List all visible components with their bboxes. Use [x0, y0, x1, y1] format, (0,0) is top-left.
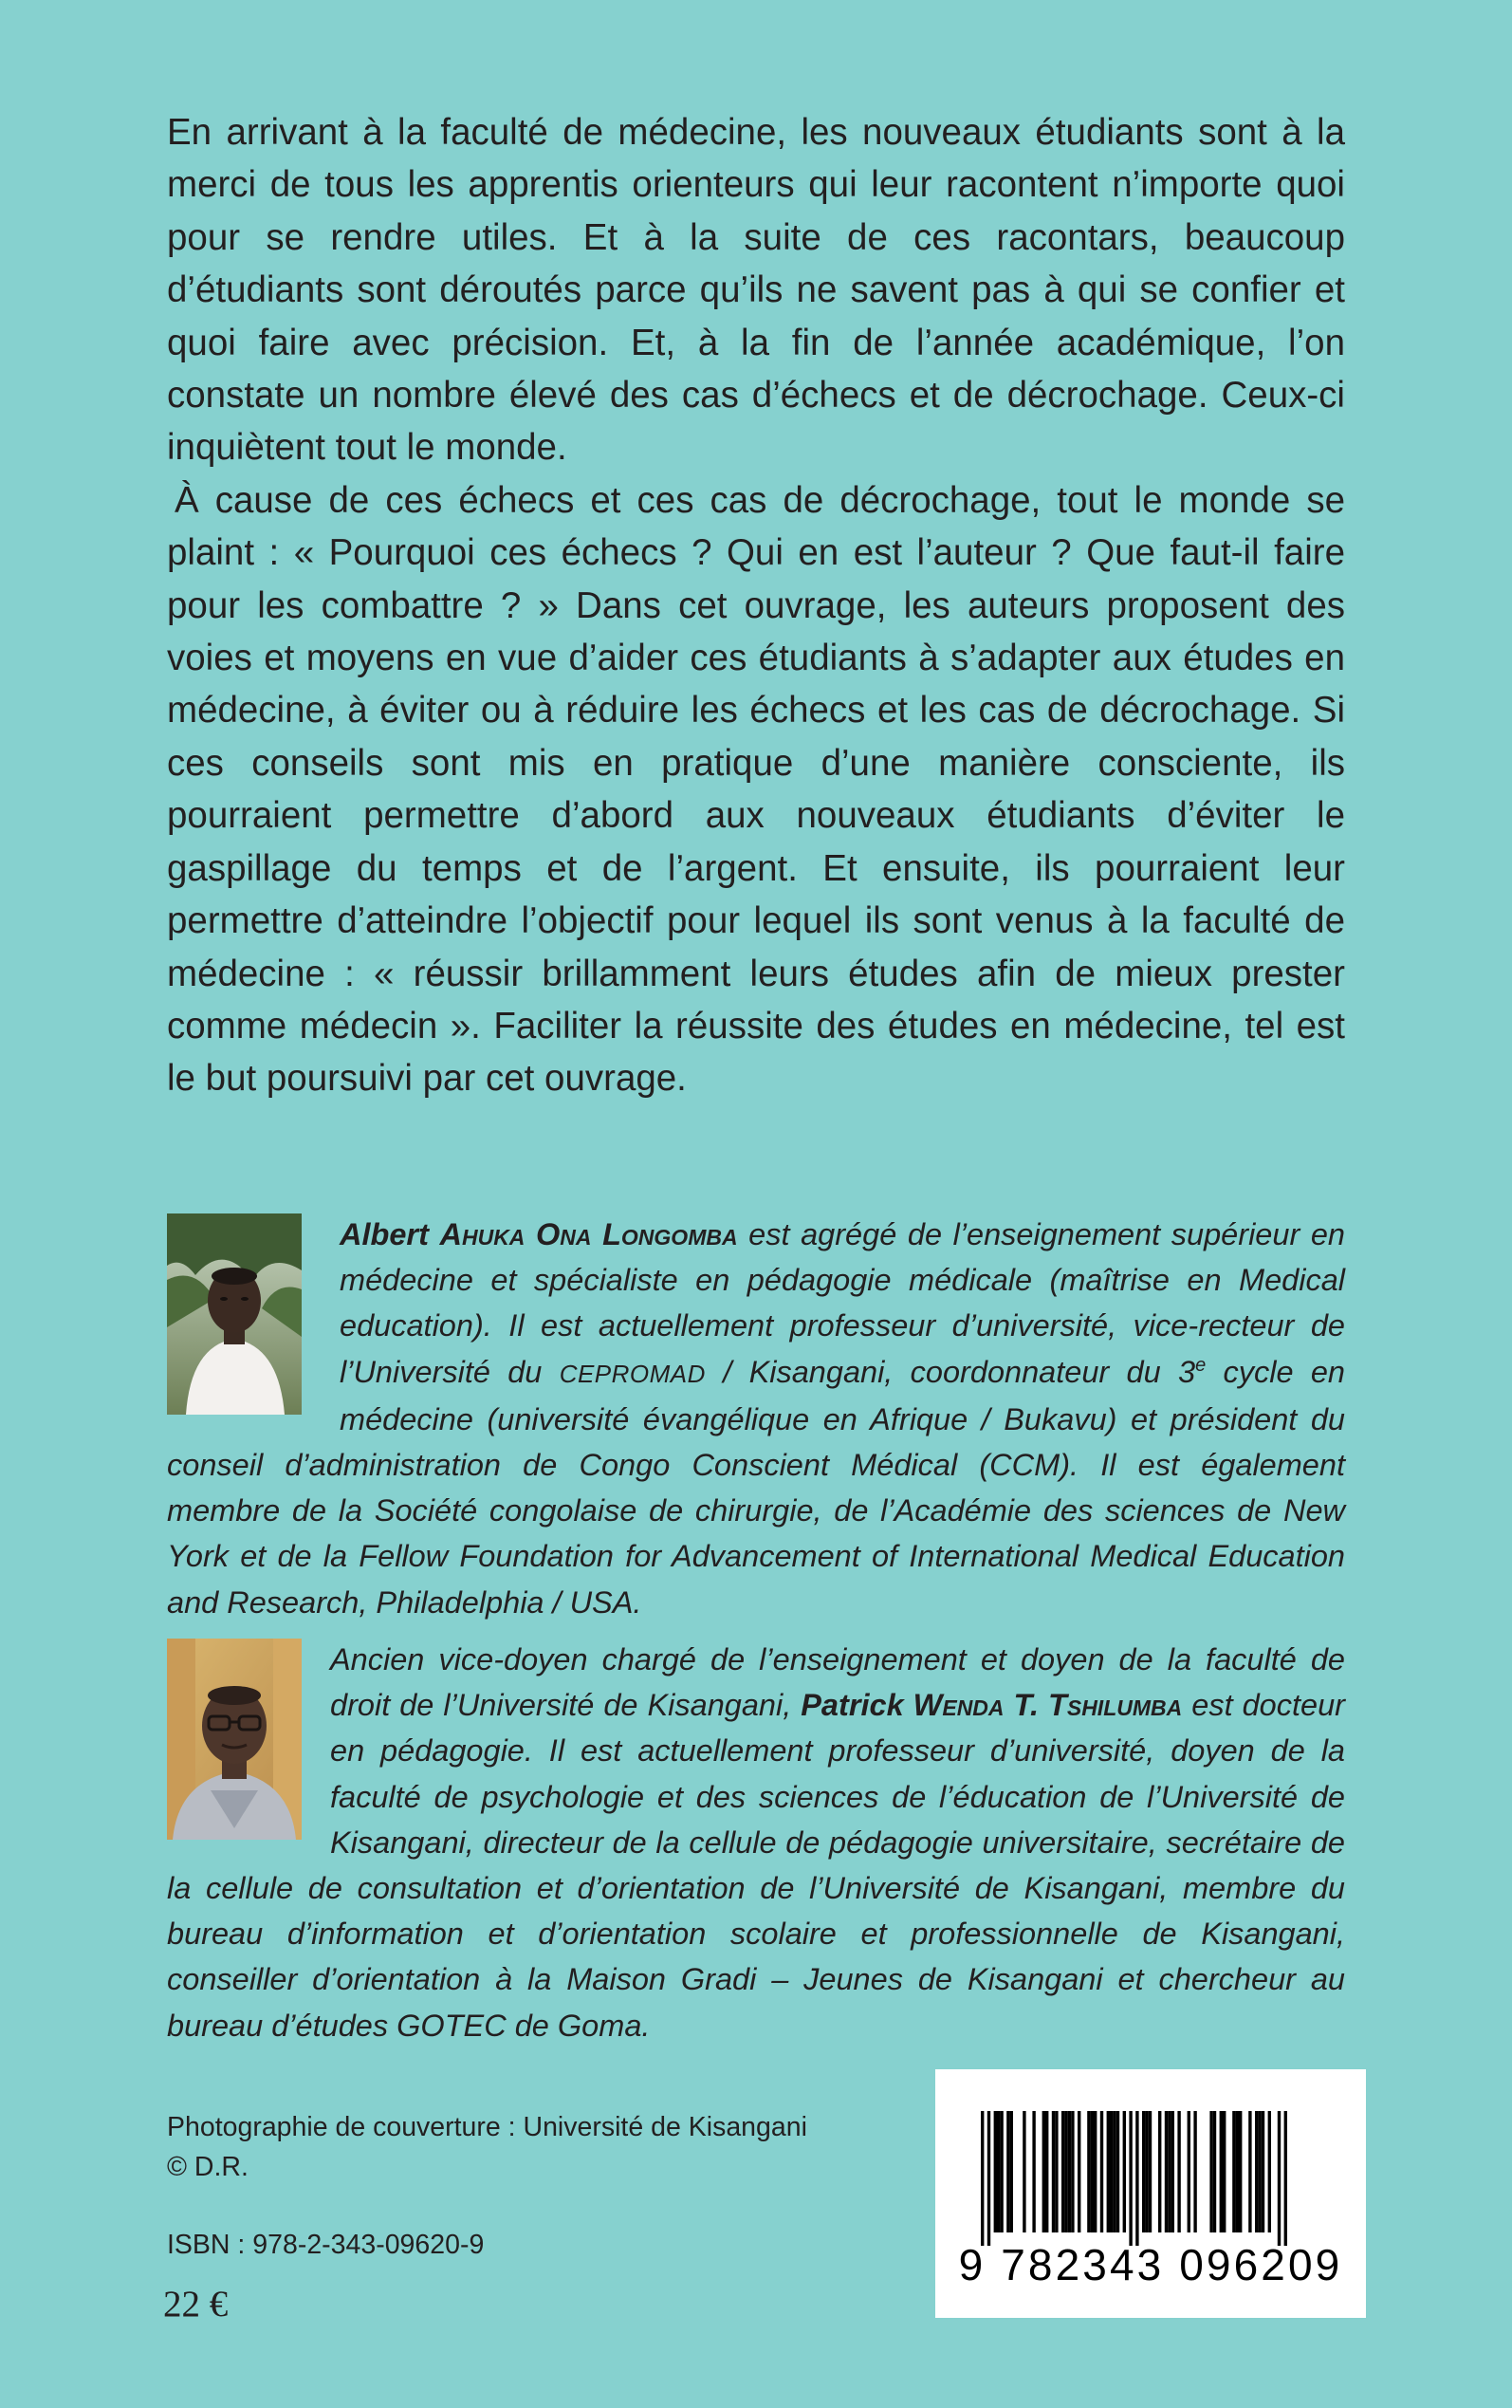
barcode-bar: [1168, 2111, 1171, 2232]
author-1-photo: [167, 1213, 302, 1415]
barcode-bar: [1052, 2111, 1055, 2232]
author-1-first-name: Albert: [340, 1217, 429, 1251]
barcode-bar: [1213, 2111, 1216, 2232]
barcode-bar: [1071, 2111, 1074, 2232]
barcode-bar: [1094, 2111, 1097, 2232]
blurb-paragraph-2: À cause de ces échecs et ces cas de décrochage, tout le monde se plaint : « Pourquoi ces échecs ? Qui en est l’auteur ? Que faut-il faire pour les combattre ? » Dans cet ouvrage, les auteurs proposent des voies et moyens en vue d’aider ces étudiants à s’adapter aux études en médecine, à éviter ou à réduire les échecs et les cas de décrochage. Si ces conseils sont mis en pratique d’une manière consciente, ils pourraient permettre d’abord aux nouveaux étudiants d’éviter le gaspillage du temps et de l’argent. Et ensuite, ils pourraient leur permettre d’atteindre l’objectif pour lequel ils sont venus à la faculté de médecine : « réussir brillamment leurs études afin de mieux prester comme médecin ». Faciliter la réussite des études en médecine, tel est le but poursuivi par cet ouvrage.: [167, 479, 1345, 1100]
barcode-bar: [1091, 2111, 1094, 2232]
author-bio-1: [167, 1212, 1345, 1625]
rights-notice: © D.R.: [167, 2152, 249, 2182]
author-1-surname: Ahuka Ona Longomba: [439, 1217, 738, 1251]
photo-credit: Photographie de couverture : Université de Kisangani: [167, 2112, 807, 2142]
barcode-bar: [1078, 2111, 1080, 2232]
barcode-guard-bar: [987, 2111, 990, 2246]
author-2-surname: Wenda T. Tshilumba: [913, 1688, 1183, 1723]
barcode-bar: [1239, 2111, 1242, 2232]
back-cover-blurb: [167, 106, 1345, 1105]
barcode-bar: [1000, 2111, 1003, 2232]
price: 22 €: [163, 2284, 229, 2325]
author-2-photo: [167, 1639, 302, 1840]
barcode-bar: [1258, 2111, 1261, 2232]
barcode-bar: [1123, 2111, 1126, 2232]
barcode-bar: [1158, 2111, 1161, 2232]
blurb-paragraph-1: En arrivant à la faculté de médecine, les nouveaux étudiants sont à la merci de tous les apprentis orienteurs qui leur racontent n’importe quoi pour se rendre utiles. Et à la suite de ces racontars, beaucoup d’étudiants sont déroutés parce qu’ils ne savent pas à qui se confier et quoi faire avec précision. Et, à la fin de l’année académique, l’on constate un nombre élevé des cas d’échecs et de décrochage. Ceux-ci inquiètent tout le monde.: [167, 112, 1345, 469]
barcode-bar: [1236, 2111, 1239, 2232]
barcode-bar: [1223, 2111, 1226, 2232]
barcode-bar: [1010, 2111, 1013, 2232]
author-1-institution: CEPROMAD: [559, 1359, 706, 1388]
barcode-bar: [1113, 2111, 1116, 2232]
barcode-bar: [1262, 2111, 1264, 2232]
barcode-bar: [994, 2111, 997, 2232]
author-bio-2: [167, 1637, 1345, 2048]
author-1-bio-part-1: est agrégé de l’enseignement supérieur en médecine et spécialiste en pédagogie médicale (maîtrise en Medical education). Il est actuellement professeur d’université, vice-recteur de l’Université du: [340, 1217, 1346, 1389]
barcode-bar: [1232, 2111, 1235, 2232]
barcode-bar: [1061, 2111, 1064, 2232]
barcode-bar: [997, 2111, 1000, 2232]
barcode-bar: [1064, 2111, 1067, 2232]
barcode-bar: [1100, 2111, 1103, 2232]
barcode-bar: [1268, 2111, 1271, 2232]
author-2-bio-part-1: Ancien vice-doyen chargé de l’enseignement et doyen de la faculté de droit de l’Université de Kisangani,: [330, 1642, 1345, 1723]
author-1-bio-part-2: / Kisangani, coordonnateur du 3: [705, 1354, 1196, 1389]
barcode-bar: [1055, 2111, 1058, 2232]
author-2-bio-part-2: est docteur en pédagogie. Il est actuellement professeur d’université, doyen de la faculté de psychologie et des sciences de l’éducation de l’Université de Kisangani, directeur de la cellule de pédagogie universitaire, secrétaire de la cellule de consultation et d’orientation de l’Université de Kisangani, membre du bureau d’information et d’orientation scolaire et professionnelle de Kisangani, conseiller d’orientation à la Maison Gradi – Jeunes de Kisangani et chercheur au bureau d’études GOTEC de Goma.: [167, 1688, 1346, 2043]
barcode-bar: [1177, 2111, 1180, 2232]
barcode-bar: [1248, 2111, 1251, 2232]
barcode-bar: [1171, 2111, 1174, 2232]
barcode-bar: [1255, 2111, 1258, 2232]
barcode-guard-bar: [1135, 2111, 1138, 2246]
barcode-bar: [1193, 2111, 1196, 2232]
barcode-bar: [1006, 2111, 1009, 2232]
barcode-bar: [1116, 2111, 1119, 2232]
barcode-guard-bar: [1278, 2111, 1281, 2246]
barcode-bars: [935, 2069, 1366, 2250]
barcode-bar: [1149, 2111, 1152, 2232]
barcode-bar: [1220, 2111, 1223, 2232]
barcode-panel: [935, 2069, 1366, 2318]
barcode-guard-bar: [981, 2111, 984, 2246]
isbn: ISBN : 978-2-343-09620-9: [167, 2230, 485, 2260]
barcode-bar: [1068, 2111, 1071, 2232]
barcode-guard-bar: [1129, 2111, 1132, 2246]
barcode-bar: [1188, 2111, 1190, 2232]
barcode-bar: [1145, 2111, 1148, 2232]
barcode-bar: [1045, 2111, 1048, 2232]
barcode-digits: 9 782343 096209: [958, 2240, 1343, 2289]
barcode-bar: [1110, 2111, 1113, 2232]
barcode-bar: [1023, 2111, 1025, 2232]
barcode-bar: [1165, 2111, 1168, 2232]
author-1-bio-part-3: cycle en médecine (université évangélique en Afrique / Bukavu) et président du conseil d’administration de Congo Conscient Médical (CCM). Il est également membre de la Société congolaise de chirurgie, de l’Académie des sciences de New York et de la Fellow Foundation for Advancement of International Medical Education and Research, Philadelphia / USA.: [167, 1354, 1345, 1620]
author-1-ordinal-suffix: e: [1195, 1354, 1207, 1376]
barcode-bar: [1107, 2111, 1110, 2232]
barcode-bar: [1042, 2111, 1045, 2232]
barcode-bar: [1142, 2111, 1145, 2232]
barcode-bar: [1209, 2111, 1212, 2232]
barcode-guard-bar: [1284, 2111, 1287, 2246]
author-2-first-name: Patrick: [801, 1688, 904, 1723]
barcode-bar: [1032, 2111, 1035, 2232]
barcode-bar: [1087, 2111, 1090, 2232]
